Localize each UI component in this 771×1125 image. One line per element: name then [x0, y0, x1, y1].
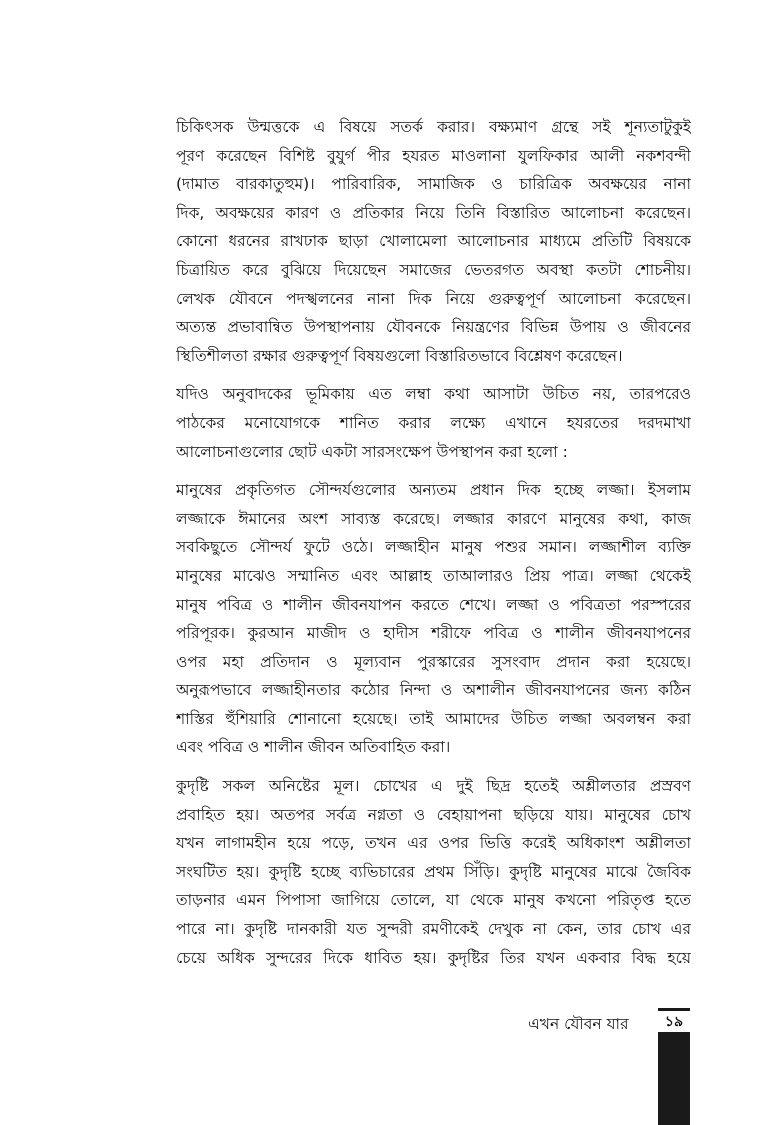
text-line: ওপর মহা প্রতিদান ও মূল্যবান পুরস্কারের সুসংবাদ প্রদান করা হয়েছে।	[176, 652, 691, 671]
text-line: লেখক যৌবনে পদস্খলনের নানা দিক নিয়ে গুরুত্বপূর্ণ আলোচনা করেছেন।	[176, 289, 691, 308]
text-line: পারে না। কুদৃষ্টি দানকারী যত সুন্দরী রমণীকেই দেখুক না কেন, তার চোখ এর	[176, 920, 691, 939]
text-line: এবং পবিত্র ও শালীন জীবন অতিবাহিত করা।	[176, 738, 451, 757]
text-line: স্থিতিশীলতা রক্ষার গুরুত্বপূর্ণ বিষয়গুলো বিস্তারিতভাবে বিশ্লেষণ করেছেন।	[176, 346, 623, 365]
paragraph-1	[176, 113, 691, 370]
text-line: চিকিৎসক উন্মত্তকে এ বিষয়ে সতর্ক করার। বক্ষ্যমাণ গ্রন্থে সই শূন্যতাটুকুই	[176, 118, 691, 136]
text-line: লজ্জাকে ঈমানের অংশ সাব্যস্ত করেছে। লজ্জার কারণে মানুষের কথা, কাজ	[176, 509, 691, 528]
paragraph-4	[176, 772, 691, 972]
text-line: তাড়নার এমন পিপাসা জাগিয়ে তোলে, যা থেকে মানুষ কখনো পরিতৃপ্ত হতে	[176, 891, 691, 910]
text-line: প্রবাহিত হয়। অতপর সর্বত্র নগ্নতা ও বেহায়াপনা ছড়িয়ে যায়। মানুষের চোখ	[176, 805, 691, 824]
body-text	[176, 113, 691, 982]
paragraph-3	[176, 476, 691, 762]
text-line: যখন লাগামহীন হয়ে পড়ে, তখন এর ওপর ভিত্তি করেই অধিকাংশ অশ্লীলতা	[176, 834, 691, 853]
text-line: যদিও অনুবাদকের ভূমিকায় এত লম্বা কথা আসাটা উচিত নয়, তারপরেও	[176, 385, 691, 404]
text-line: সংঘটিত হয়। কুদৃষ্টি হচ্ছে ব্যভিচারের প্রথম সিঁড়ি। কুদৃষ্টি মানুষের মাঝে জৈবিক	[176, 862, 691, 881]
text-line: সবকিছুতে সৌন্দর্য ফুটে ওঠে। লজ্জাহীন মানুষ পশুর সমান। লজ্জাশীল ব্যক্তি	[176, 538, 691, 557]
page-edge-bar	[658, 1032, 690, 1125]
text-line: মানুষের মাঝেও সম্মানিত এবং আল্লাহ তাআলারও প্রিয় পাত্র। লজ্জা থেকেই	[176, 566, 691, 585]
text-line: অত্যন্ত প্রভাবান্বিত উপস্থাপনায় যৌবনকে নিয়ন্ত্রণের বিভিন্ন উপায় ও জীবনের	[176, 318, 691, 337]
text-line: আলোচনাগুলোর ছোট একটা সারসংক্ষেপ উপস্থাপন করা হলো :	[176, 442, 568, 461]
text-line: শাস্তির হুঁশিয়ারি শোনানো হয়েছে। তাই আমাদের উচিত লজ্জা অবলম্বন করা	[176, 709, 691, 728]
text-line: মানুষ পবিত্র ও শালীন জীবনযাপন করতে শেখে। লজ্জা ও পবিত্রতা পরস্পরের	[176, 595, 691, 614]
page-number: ১৯	[658, 1008, 690, 1030]
running-title: এখন যৌবন যার	[528, 1015, 629, 1033]
text-line: চিত্রায়িত করে বুঝিয়ে দিয়েছেন সমাজের ভেতরগত অবস্থা কতটা শোচনীয়।	[176, 260, 691, 279]
text-line: পাঠকের মনোযোগকে শানিত করার লক্ষ্যে এখানে হযরতের দরদমাখা	[176, 413, 691, 432]
page-tab	[658, 1008, 690, 1125]
text-line: দিক, অবক্ষয়ের কারণ ও প্রতিকার নিয়ে তিনি বিস্তারিত আলোচনা করেছেন।	[176, 203, 691, 222]
text-line: অনুরূপভাবে লজ্জাহীনতার কঠোর নিন্দা ও অশালীন জীবনযাপনের জন্য কঠিন	[176, 681, 691, 700]
text-line: মানুষের প্রকৃতিগত সৌন্দর্যগুলোর অন্যতম প্রধান দিক হচ্ছে লজ্জা। ইসলাম	[176, 481, 691, 500]
text-line: পরিপূরক। কুরআন মাজীদ ও হাদীস শরীফে পবিত্র ও শালীন জীবনযাপনের	[176, 624, 691, 643]
paragraph-2	[176, 380, 691, 466]
text-line: কোনো ধরনের রাখঢাক ছাড়া খোলামেলা আলোচনার মাধ্যমে প্রতিটি বিষয়কে	[176, 232, 691, 251]
text-line: চেয়ে অধিক সুন্দরের দিকে ধাবিত হয়। কুদৃষ্টির তির যখন একবার বিদ্ধ হয়ে	[176, 948, 691, 967]
text-line: কুদৃষ্টি সকল অনিষ্টের মূল। চোখের এ দুই ছিদ্র হতেই অশ্লীলতার প্রস্রবণ	[176, 777, 691, 796]
text-line: পূরণ করেছেন বিশিষ্ট বুযুর্গ পীর হযরত মাওলানা যুলফিকার আলী নকশবন্দী	[176, 146, 691, 165]
text-line: (দামাত বারকাতুহুম)। পারিবারিক, সামাজিক ও চারিত্রিক অবক্ষয়ের নানা	[176, 175, 691, 194]
